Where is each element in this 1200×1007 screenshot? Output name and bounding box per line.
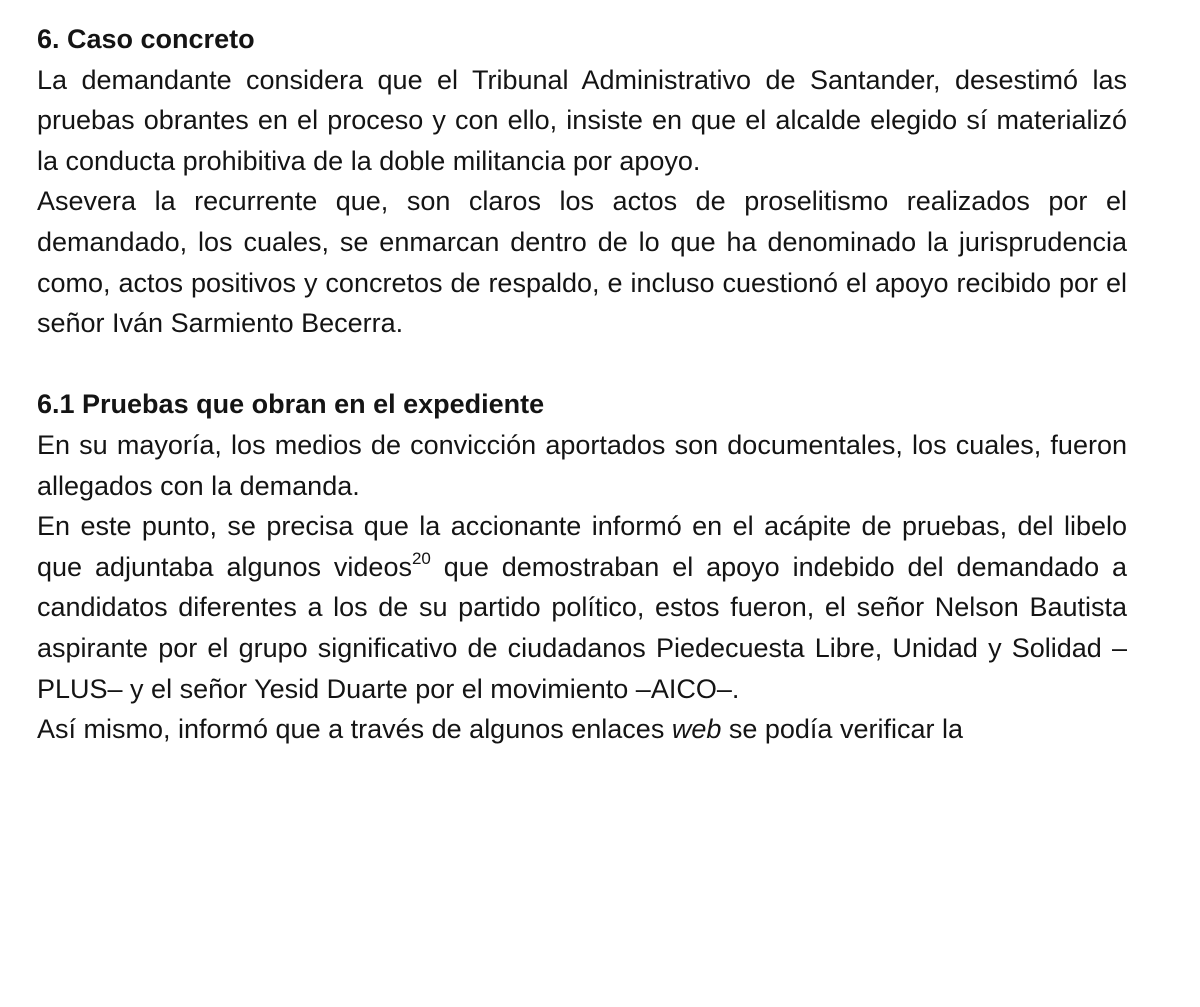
section-heading: 6. Caso concreto xyxy=(37,24,255,54)
footnote-reference[interactable]: 20 xyxy=(411,548,431,568)
paragraph-mayoria: En su mayoría, los medios de convicción aportados son documentales, los cuales, fueron allegados con la demanda. xyxy=(37,429,1127,501)
document-page xyxy=(37,0,1127,750)
paragraph-asevera: Asevera la recurrente que, son claros los actos de proselitismo realizados por el demandado, los cuales, se enmarcan dentro de lo que ha denominado la jurisprudencia como, actos positivos y concretos de respaldo, e incluso cuestionó el apoyo recibido por el señor Iván Sarmiento Becerra. xyxy=(37,186,1127,339)
paragraph-punto xyxy=(37,506,1127,709)
paragraph-asimismo-part2: se podía verificar la xyxy=(721,714,963,745)
paragraph-punto-part1: En este punto, se precisa que la accionante informó en el acápite de pruebas, del libelo que adjuntaba algunos videos xyxy=(37,511,1127,582)
subsection-heading: 6.1 Pruebas que obran en el expediente xyxy=(37,389,545,420)
italic-web-word: web xyxy=(671,714,722,745)
paragraph-asimismo xyxy=(37,709,1127,750)
paragraph-asimismo-part1: Así mismo, informó que a través de algunos enlaces xyxy=(37,714,672,745)
paragraph-punto-part2: que demostraban el apoyo indebido del demandado a candidatos diferentes a los de su partido político, estos fueron, el señor Nelson Bautista aspirante por el grupo significativo de ciudadanos Piedecuesta Libre, Unidad y Solidad –PLUS– y el señor Yesid Duarte por el movimiento –AICO–. xyxy=(37,551,1128,704)
paragraph-demandante: La demandante considera que el Tribunal Administrativo de Santander, desestimó las pruebas obrantes en el proceso y con ello, insiste en que el alcalde elegido sí materializó la conducta prohibitiva de la doble militancia por apoyo. xyxy=(37,64,1127,176)
